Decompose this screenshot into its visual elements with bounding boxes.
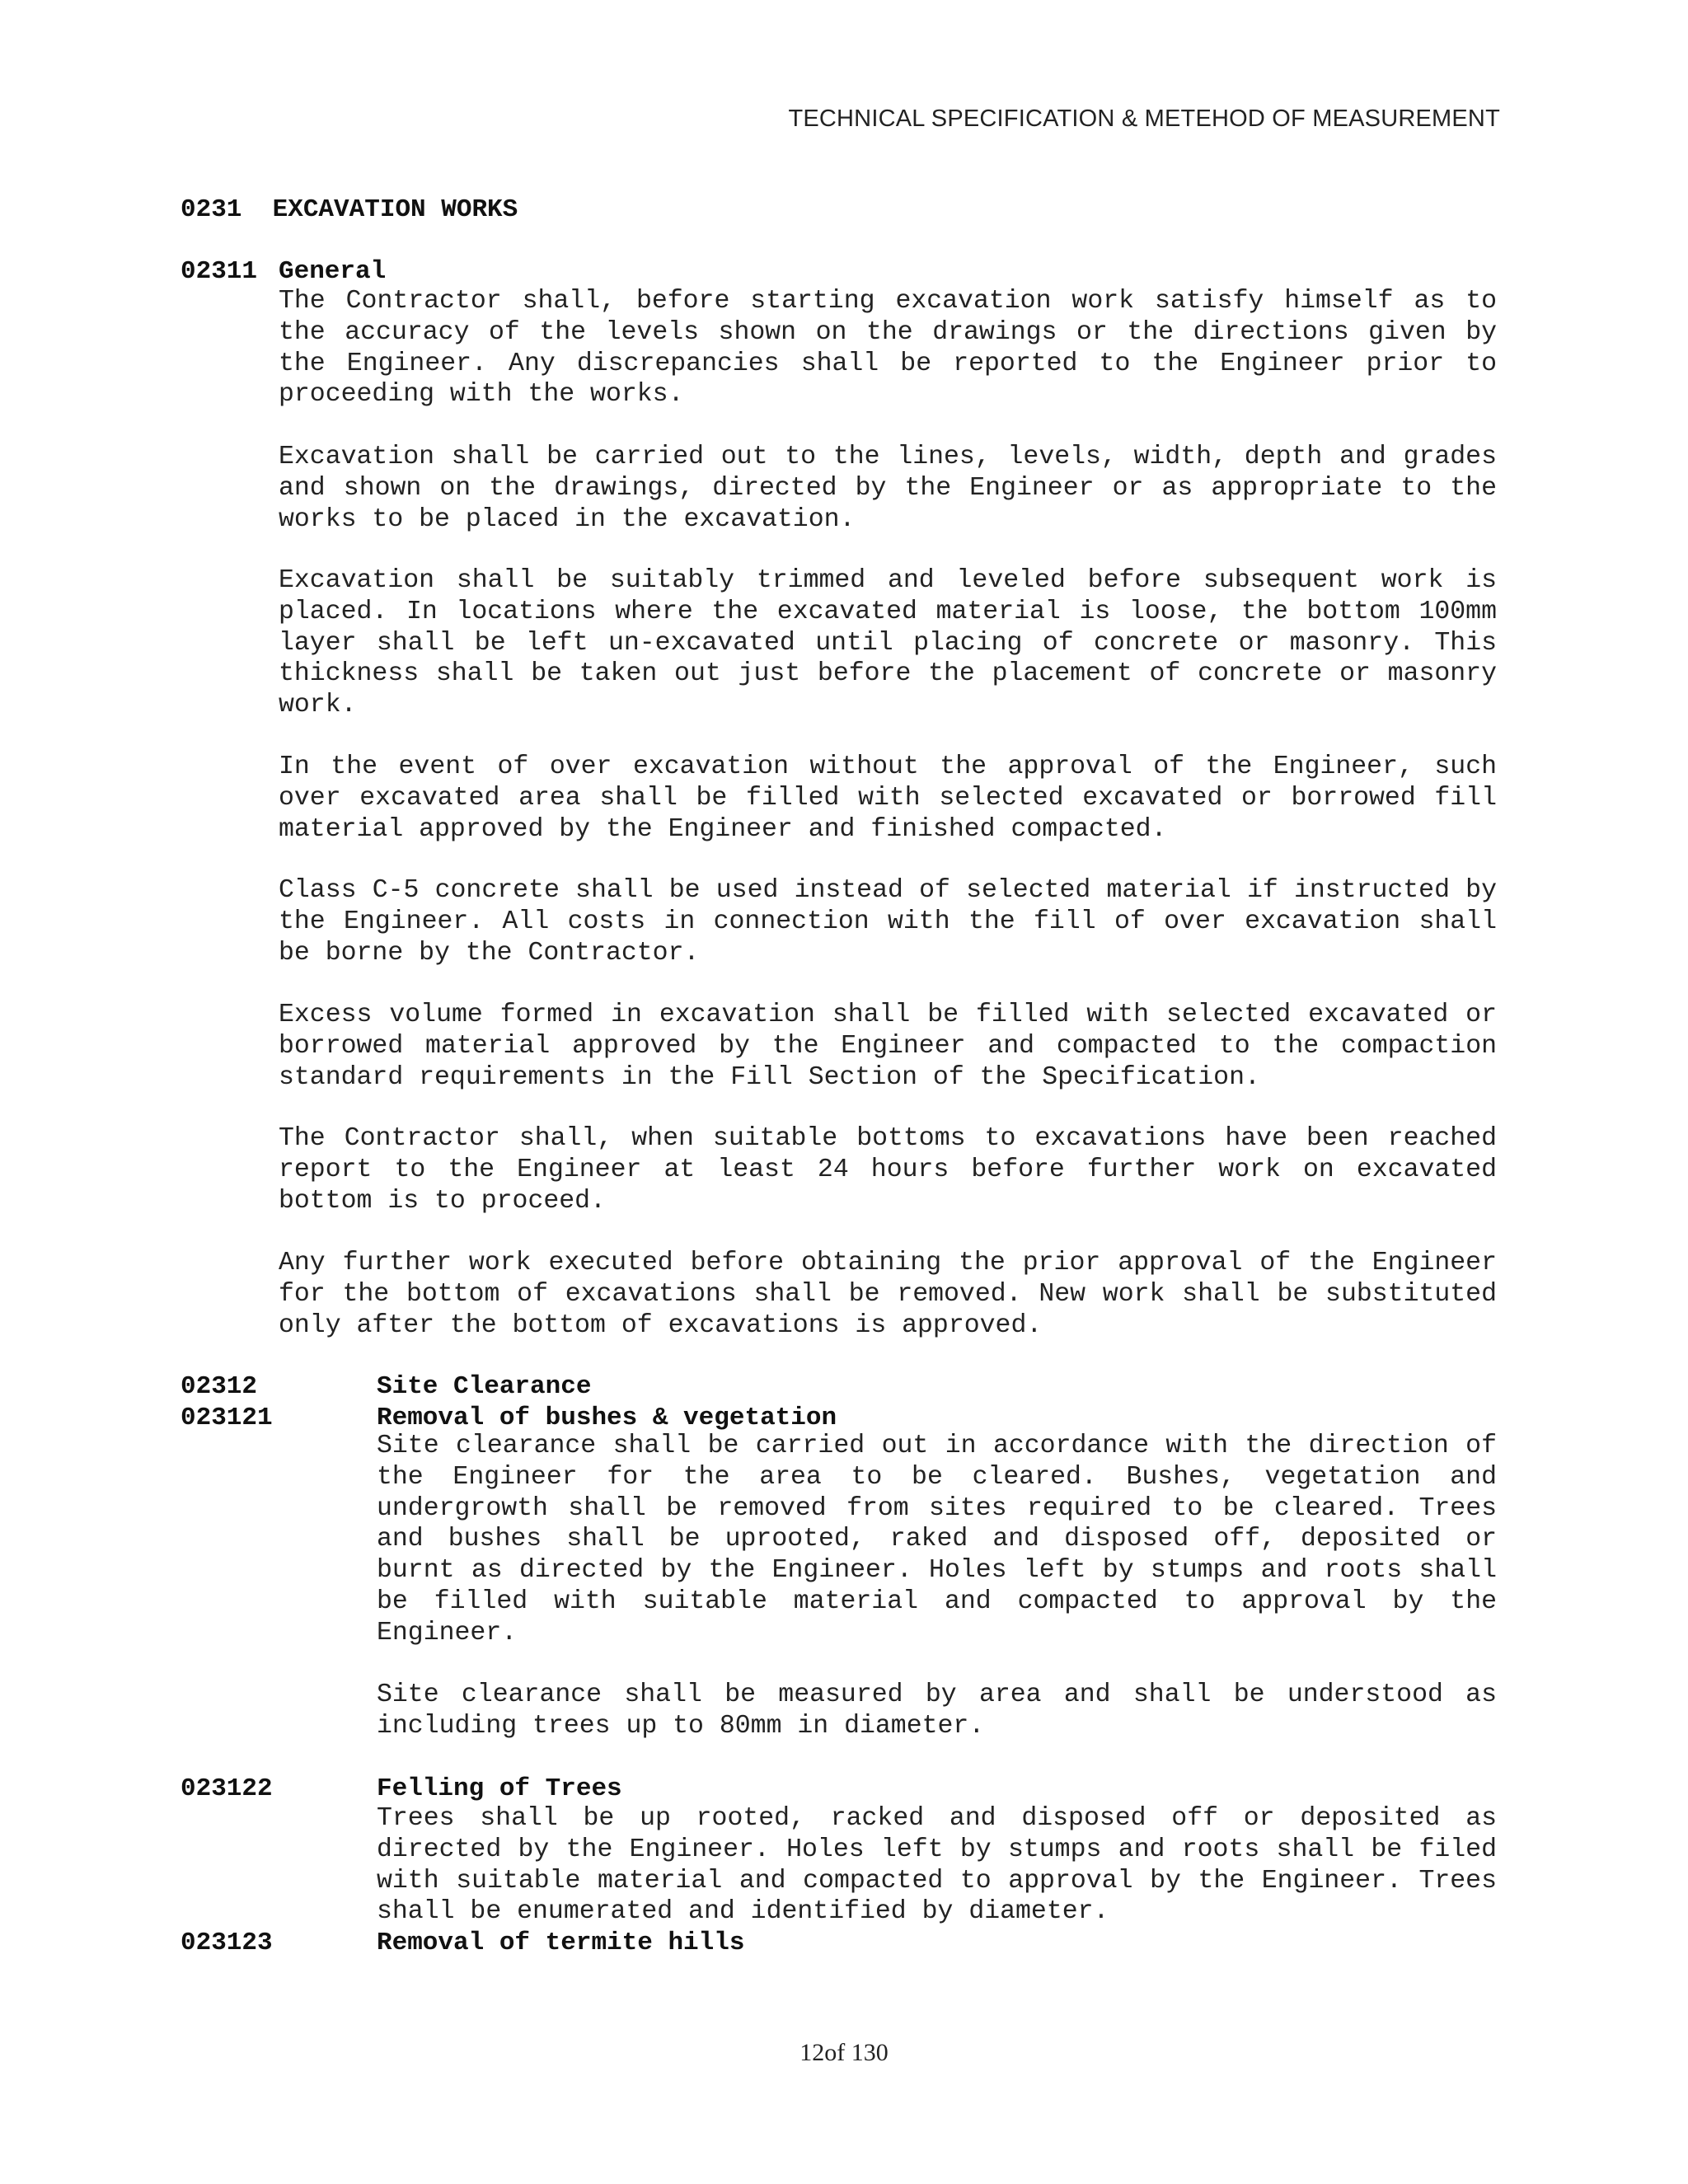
clause-title-termite-hills: Removal of termite hills (377, 1929, 745, 1957)
general-paragraph-7: The Contractor shall, when suitable bottoms to excavations have been reached report to the Engineer at least 24 hours before further work on excavated bottom is to proceed. (279, 1124, 1497, 1216)
general-paragraph-4: In the event of over excavation without the approval of the Engineer, such over excavated area shall be filled with selected excavated or borrowed fill material approved by the Engineer and finished compacted. (279, 752, 1497, 844)
general-paragraph-6: Excess volume formed in excavation shall be filled with selected excavated or borrowed material approved by the Engineer and compacted to the compaction standard requirements in the Fill Section of the Specification. (279, 1001, 1497, 1092)
page-of-label: of (824, 2039, 846, 2066)
clause-number-site-clearance: 02312 (181, 1372, 258, 1401)
removal-bushes-paragraph-1: Site clearance shall be carried out in accordance with the direction of the Engineer for the area to be cleared. Bushes, vegetation and undergrowth shall be removed from sites required to be cleared. Trees and bushes shall be uprooted, raked and disposed off, deposited or burnt as directed by the Engineer. Holes left by stumps and roots shall be filled with suitable material and compacted to approval by the Engineer. (377, 1432, 1497, 1647)
page-number: 12 (799, 2039, 825, 2066)
section-heading: 0231 EXCAVATION WORKS (181, 195, 518, 224)
clause-title-site-clearance: Site Clearance (377, 1372, 592, 1401)
general-paragraph-2: Excavation shall be carried out to the lines, levels, width, depth and grades and shown on the drawings, directed by the Engineer or as appropriate to the works to be placed in the excavation. (279, 443, 1497, 534)
total-pages: 130 (851, 2039, 889, 2066)
clause-number-removal-bushes: 023121 (181, 1404, 273, 1432)
clause-number-termite-hills: 023123 (181, 1929, 273, 1957)
general-paragraph-5: Class C-5 concrete shall be used instead of selected material if instructed by the Engineer. All costs in connection with the fill of over excavation shall be borne by the Contractor. (279, 876, 1497, 968)
general-paragraph-1: The Contractor shall, before starting excavation work satisfy himself as to the accuracy of the levels shown on the drawings or the directions given by the Engineer. Any discrepancies shall be reported to the Engineer prior to proceeding with the works. (279, 287, 1497, 410)
clause-number-felling-trees: 023122 (181, 1774, 273, 1803)
felling-trees-paragraph-1: Trees shall be up rooted, racked and disposed off or deposited as directed by the Engineer. Holes left by stumps and roots shall be filed with suitable material and compacted to approval by the Engineer. Trees shall be enumerated and identified by diameter. (377, 1804, 1497, 1927)
clause-title-removal-bushes: Removal of bushes & vegetation (377, 1404, 837, 1432)
running-header: TECHNICAL SPECIFICATION & METEHOD OF MEASUREMENT (788, 105, 1500, 132)
clause-title-felling-trees: Felling of Trees (377, 1774, 622, 1803)
removal-bushes-paragraph-2: Site clearance shall be measured by area and shall be understood as including trees up to 80mm in diameter. (377, 1680, 1497, 1741)
clause-title-general: General (279, 257, 387, 286)
clause-number-general: 02311 (181, 257, 258, 286)
page-footer (0, 2039, 1688, 2067)
general-paragraph-3: Excavation shall be suitably trimmed and leveled before subsequent work is placed. In locations where the excavated material is loose, the bottom 100mm layer shall be left un-excavated until placing of concrete or masonry. This thickness shall be taken out just before the placement of concrete or masonry work. (279, 566, 1497, 720)
general-paragraph-8: Any further work executed before obtaining the prior approval of the Engineer for the bottom of excavations shall be removed. New work shall be substituted only after the bottom of excavations is approved. (279, 1249, 1497, 1340)
